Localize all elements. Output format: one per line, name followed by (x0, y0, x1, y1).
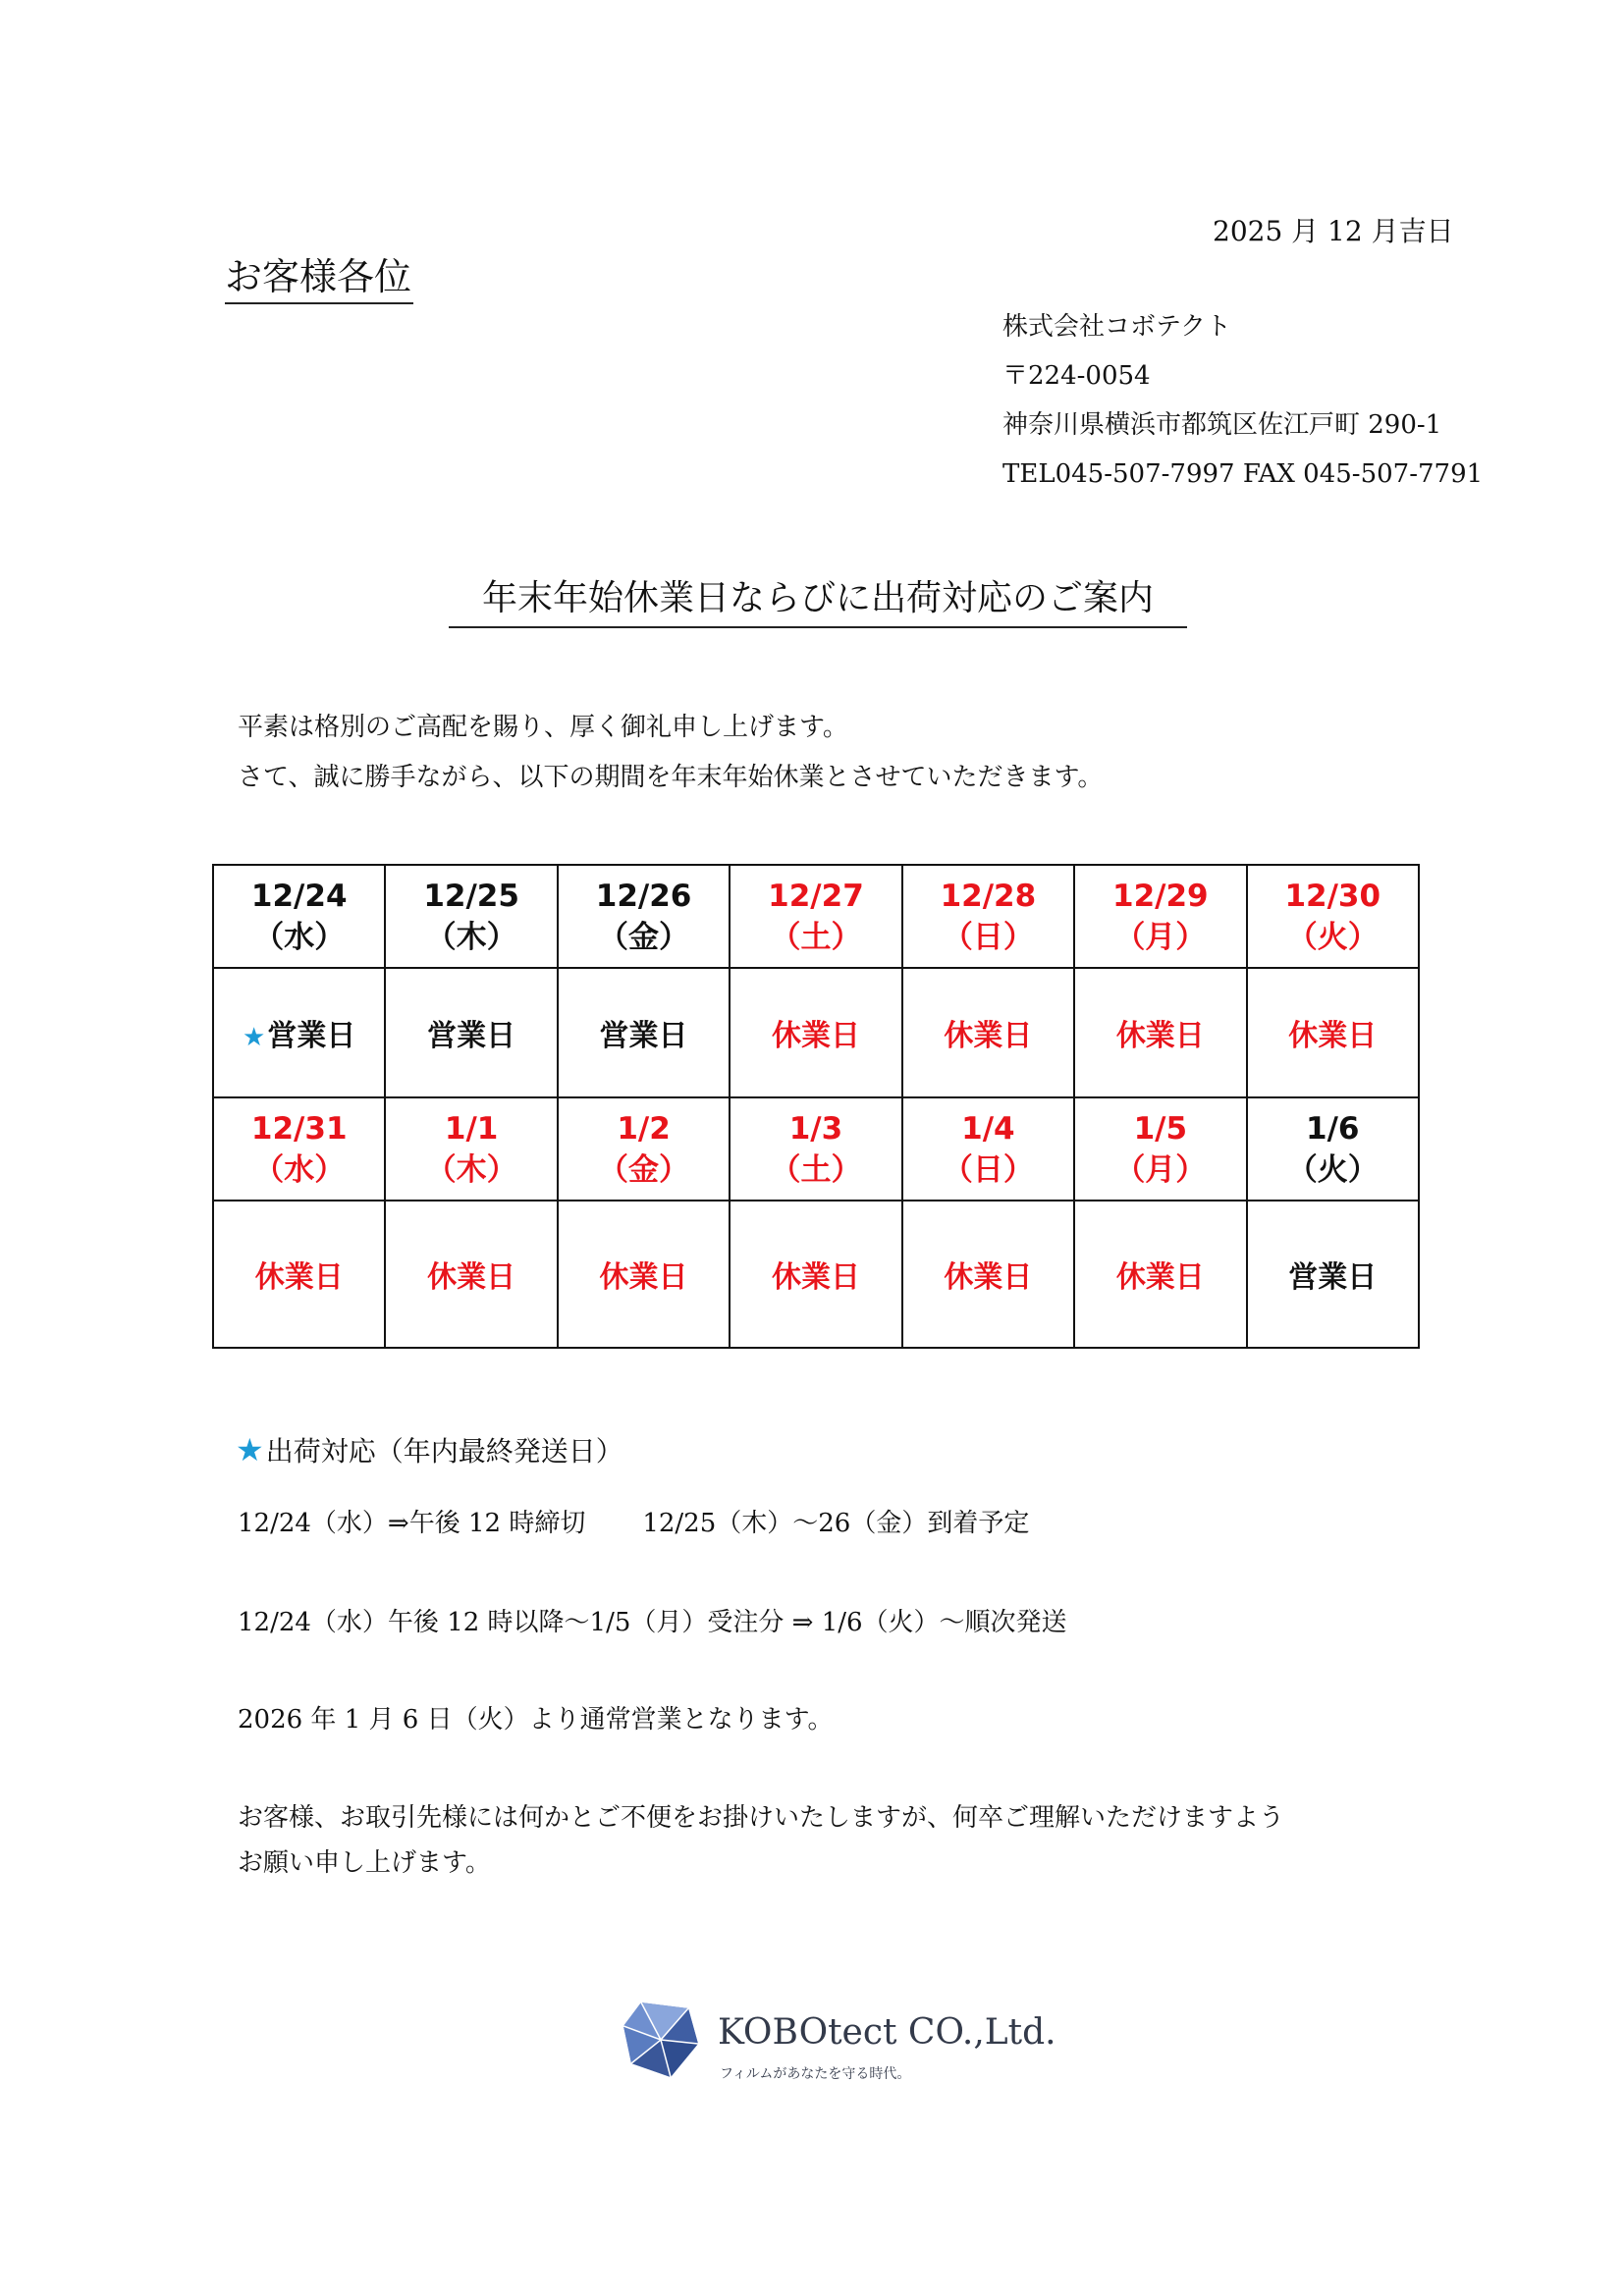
calendar-status-cell (558, 968, 730, 1097)
calendar-weekday: （木） (425, 1151, 517, 1188)
shipping-after-deadline-line: 12/24（水）午後 12 時以降～1/5（月）受注分 ⇒ 1/6（火）～順次発送 (238, 1608, 1067, 1637)
calendar-weekday: （土） (770, 919, 862, 955)
calendar-date-cell (902, 1097, 1074, 1201)
calendar-status-cell (385, 968, 557, 1097)
calendar-weekday: （土） (770, 1151, 862, 1188)
calendar-date: 1/3 (788, 1110, 843, 1147)
calendar-date: 12/27 (768, 878, 864, 914)
calendar-status-cell (1074, 968, 1246, 1097)
calendar-date: 12/25 (423, 878, 519, 914)
calendar-date: 12/28 (940, 878, 1037, 914)
calendar-status: 休業日 (254, 1260, 344, 1295)
shipping-deadline: 12/24（水）⇒午後 12 時締切 (238, 1509, 586, 1538)
calendar-date-cell (1247, 1097, 1419, 1201)
calendar-status-cell (730, 1201, 901, 1348)
apology-line-1: お客様、お取引先様には何かとご不便をお掛けいたしますが、何卒ご理解いただけますよう (238, 1803, 1285, 1833)
shipping-heading-text: 出荷対応（年内最終発送日） (265, 1435, 623, 1468)
calendar-status: 休業日 (944, 1019, 1033, 1053)
page-title: 年末年始休業日ならびに出荷対応のご案内 (449, 571, 1187, 628)
calendar-status: 休業日 (771, 1260, 860, 1295)
calendar-week2-date-row (213, 1097, 1419, 1201)
star-icon: ★ (243, 1023, 266, 1052)
calendar-status-cell (902, 968, 1074, 1097)
calendar-date-cell (730, 1097, 901, 1201)
calendar-date: 1/6 (1306, 1110, 1360, 1147)
shipping-arrival: 12/25（木）～26（金）到着予定 (642, 1509, 1030, 1538)
calendar-date-cell (1074, 865, 1246, 968)
logo-name: KOBOtect CO.,Ltd. (718, 2012, 1056, 2053)
calendar-date-cell (213, 865, 385, 968)
logo-tagline: フィルムがあなたを守る時代。 (720, 2066, 911, 2082)
calendar-status: 営業日 (267, 1019, 356, 1053)
shipping-heading (236, 1425, 623, 1476)
calendar-status: 営業日 (427, 1019, 516, 1053)
company-block (1002, 302, 1483, 499)
calendar-week1-date-row (213, 865, 1419, 968)
calendar-date: 12/31 (250, 1110, 348, 1147)
calendar-weekday: （日） (942, 919, 1034, 955)
calendar-date: 1/4 (961, 1110, 1015, 1147)
calendar-status: 休業日 (944, 1260, 1033, 1295)
calendar-date: 1/2 (617, 1110, 671, 1147)
calendar-weekday: （火） (1286, 1151, 1379, 1188)
calendar-date-cell (902, 865, 1074, 968)
polygon-logo-icon (622, 1995, 700, 2083)
calendar-weekday: （水） (253, 1151, 346, 1188)
calendar-status: 営業日 (599, 1019, 688, 1053)
calendar-status: 休業日 (1115, 1260, 1205, 1295)
company-logo (622, 1995, 1054, 2093)
calendar-status: 休業日 (427, 1260, 516, 1295)
company-postal: 〒224-0054 (1002, 361, 1151, 391)
calendar-date: 12/30 (1284, 878, 1381, 914)
calendar-date: 12/24 (250, 878, 348, 914)
intro-line-2: さて、誠に勝手ながら、以下の期間を年末年始休業とさせていただきます。 (238, 763, 1104, 792)
calendar-weekday: （金） (598, 1151, 690, 1188)
holiday-calendar-table (212, 864, 1420, 1349)
calendar-status: 休業日 (1115, 1019, 1205, 1053)
star-icon: ★ (236, 1431, 264, 1468)
calendar-week1-status-row (213, 968, 1419, 1097)
calendar-weekday: （月） (1114, 1151, 1207, 1188)
intro-line-1: 平素は格別のご高配を賜り、厚く御礼申し上げます。 (238, 713, 848, 742)
company-address: 神奈川県横浜市都筑区佐江戸町 290-1 (1002, 410, 1442, 440)
calendar-weekday: （水） (253, 919, 346, 955)
resume-notice: 2026 年 1 月 6 日（火）より通常営業となります。 (238, 1705, 834, 1735)
addressee: お客様各位 (225, 251, 413, 304)
calendar-weekday: （火） (1286, 919, 1379, 955)
calendar-status: 休業日 (1288, 1019, 1378, 1053)
calendar-status-cell (902, 1201, 1074, 1348)
calendar-date-cell (558, 1097, 730, 1201)
calendar-date: 1/1 (444, 1110, 499, 1147)
calendar-date-cell (385, 1097, 557, 1201)
company-contact: TEL045-507-7997 FAX 045-507-7791 (1002, 459, 1484, 489)
intro-paragraph (238, 703, 1103, 803)
calendar-date-cell (730, 865, 901, 968)
calendar-weekday: （金） (598, 919, 690, 955)
calendar-date-cell (213, 1097, 385, 1201)
issue-date: 2025 月 12 月吉日 (1213, 215, 1454, 247)
calendar-status: 休業日 (771, 1019, 860, 1053)
calendar-weekday: （月） (1114, 919, 1207, 955)
calendar-status: 休業日 (599, 1260, 688, 1295)
calendar-status-cell (558, 1201, 730, 1348)
apology-line-2: お願い申し上げます。 (238, 1848, 491, 1878)
calendar-date-cell (558, 865, 730, 968)
calendar-status: 営業日 (1288, 1260, 1378, 1295)
calendar-weekday: （日） (942, 1151, 1034, 1188)
calendar-date: 12/29 (1112, 878, 1209, 914)
calendar-status-cell (730, 968, 901, 1097)
calendar-status-cell (385, 1201, 557, 1348)
calendar-date-cell (1247, 865, 1419, 968)
calendar-date: 1/5 (1133, 1110, 1188, 1147)
calendar-status-cell (213, 1201, 385, 1348)
shipping-deadline-line (238, 1500, 1029, 1547)
calendar-date-cell (1074, 1097, 1246, 1201)
calendar-status-cell (213, 968, 385, 1097)
calendar-weekday: （木） (425, 919, 517, 955)
calendar-date: 12/26 (595, 878, 692, 914)
company-name: 株式会社コボテクト (1002, 312, 1231, 342)
calendar-date-cell (385, 865, 557, 968)
calendar-status-cell (1247, 968, 1419, 1097)
calendar-week2-status-row (213, 1201, 1419, 1348)
calendar-status-cell (1247, 1201, 1419, 1348)
calendar-status-cell (1074, 1201, 1246, 1348)
